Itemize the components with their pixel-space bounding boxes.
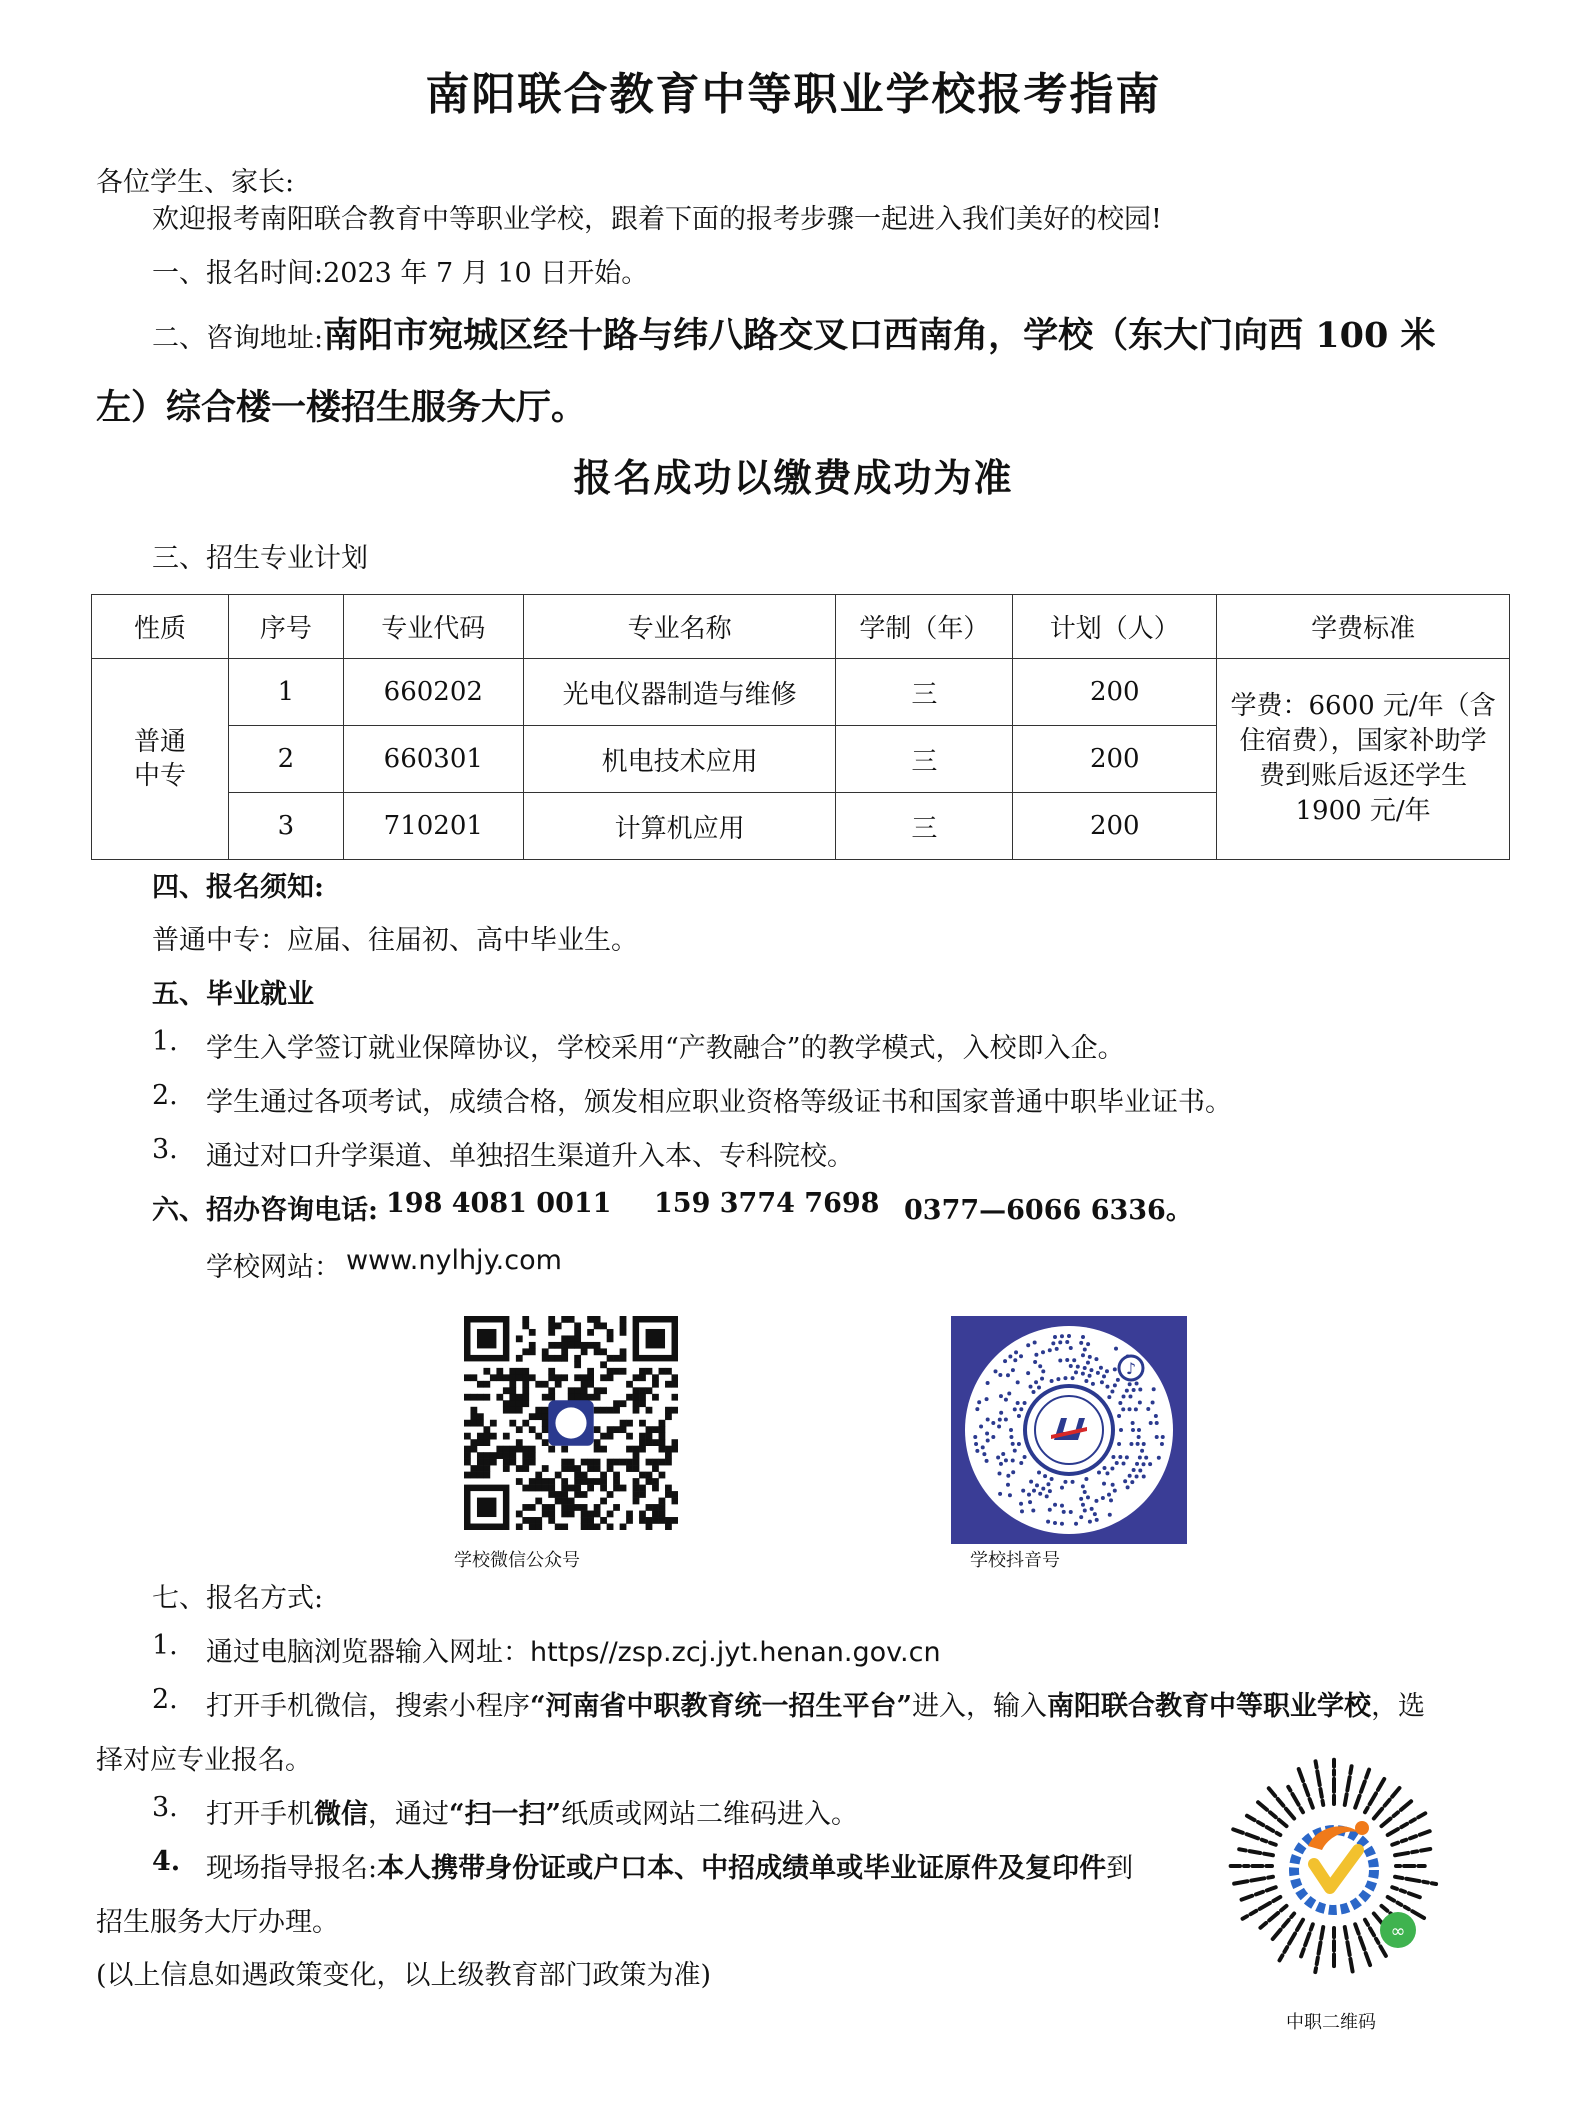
- phone-number-2[interactable]: 159 3774 7698: [654, 1188, 880, 1219]
- row-code: 660301: [343, 726, 523, 793]
- row-no: 2: [228, 726, 343, 793]
- greeting: 各位学生、家长:: [96, 167, 295, 198]
- website-link[interactable]: www.nylhjy.com: [346, 1245, 562, 1276]
- employment-item-text: 通过对口升学渠道、单独招生渠道升入本、专科院校。: [206, 1141, 854, 1172]
- section-phone-label: 六、招办咨询电话:: [152, 1195, 378, 1226]
- method-item-num: 3.: [152, 1792, 178, 1823]
- row-major: 光电仪器制造与维修: [523, 659, 836, 726]
- mini-program-qr-caption: 中职二维码: [1286, 2012, 1376, 2033]
- row-code: 710201: [343, 793, 523, 860]
- header-major: 专业名称: [523, 595, 836, 659]
- fee-cell: [1217, 659, 1510, 860]
- documents-emphasis: 本人携带身份证或户口本、中招成绩单或毕业证原件及复印件: [377, 1853, 1107, 1884]
- header-fee: 学费标准: [1217, 595, 1510, 659]
- employment-item-num: 3.: [152, 1134, 178, 1165]
- page-title: 南阳联合教育中等职业学校报考指南: [425, 69, 1162, 120]
- type-cell: [92, 659, 229, 860]
- method-item-4-c: 到: [1106, 1853, 1134, 1884]
- row-major: 机电技术应用: [523, 726, 836, 793]
- method-item-4-a: 现场指导报名:: [206, 1853, 378, 1884]
- method-item-num: 1.: [152, 1630, 178, 1661]
- qr-code-icon: [464, 1316, 678, 1530]
- method-item-3: [206, 1792, 858, 1831]
- fee-text: 学费：6600 元/年（含住宿费），国家补助学费到账后返还学生 1900 元/年: [1230, 691, 1496, 826]
- section-requirements-heading: 四、报名须知:: [152, 872, 324, 903]
- row-years: 三: [836, 793, 1013, 860]
- welcome-text: 欢迎报考南阳联合教育中等职业学校，跟着下面的报考步骤一起进入我们美好的校园!: [152, 204, 1162, 235]
- svg-text:∞: ∞: [1390, 1921, 1406, 1942]
- header-plan: 计划（人）: [1013, 595, 1217, 659]
- school-name-emphasis: 南阳联合教育中等职业学校: [1047, 1691, 1372, 1722]
- row-plan: 200: [1013, 659, 1217, 726]
- method-item-4-line2: 招生服务大厅办理。: [96, 1907, 339, 1938]
- method-item-2-e: ，选: [1371, 1691, 1426, 1722]
- section-employment-heading: 五、毕业就业: [152, 979, 314, 1010]
- mini-program-code-icon: [1222, 1754, 1446, 1978]
- header-type: 性质: [92, 595, 229, 659]
- mini-program-qr-code: [1222, 1754, 1446, 1978]
- row-years: 三: [836, 659, 1013, 726]
- douyin-qr-icon: [951, 1316, 1187, 1544]
- phone-number-1[interactable]: 198 4081 0011: [386, 1188, 612, 1219]
- section-requirements-text: 普通中专：应届、往届初、高中毕业生。: [152, 925, 638, 956]
- method-item-2: [206, 1684, 1425, 1723]
- employment-item-text: 学生通过各项考试，成绩合格，颁发相应职业资格等级证书和国家普通中职毕业证书。: [206, 1087, 1232, 1118]
- wechat-qr-caption: 学校微信公众号: [454, 1550, 580, 1571]
- method-item-4: [206, 1846, 1133, 1885]
- section-address: [152, 308, 1436, 358]
- method-item-3-c: ，通过: [368, 1799, 449, 1830]
- method-item-3-a: 打开手机: [206, 1799, 314, 1830]
- wechat-emphasis: 微信: [314, 1799, 368, 1830]
- row-no: 1: [228, 659, 343, 726]
- employment-item-num: 1.: [152, 1026, 178, 1057]
- payment-notice: 报名成功以缴费成功为准: [573, 455, 1014, 500]
- table-header-row: [92, 595, 1510, 659]
- method-item-2-a: 打开手机微信，搜索小程序: [206, 1691, 530, 1722]
- wechat-qr-code: [464, 1316, 678, 1530]
- method-item-2-c: 进入，输入: [912, 1691, 1048, 1722]
- row-no: 3: [228, 793, 343, 860]
- douyin-qr-caption: 学校抖音号: [970, 1550, 1060, 1571]
- enrollment-plan-table: [91, 594, 1510, 860]
- header-years: 学制（年）: [836, 595, 1013, 659]
- method-item-num: 4.: [152, 1846, 181, 1877]
- row-years: 三: [836, 726, 1013, 793]
- svg-text:♪: ♪: [1125, 1359, 1137, 1378]
- employment-item-num: 2.: [152, 1080, 178, 1111]
- section-registration-time: 一、报名时间:2023 年 7 月 10 日开始。: [152, 258, 649, 289]
- header-no: 序号: [228, 595, 343, 659]
- method-item-2-line2: 择对应专业报名。: [96, 1745, 312, 1776]
- header-code: 专业代码: [343, 595, 523, 659]
- employment-item-text: 学生入学签订就业保障协议，学校采用“产教融合”的教学模式，入校即入企。: [206, 1033, 1125, 1064]
- registration-url-link[interactable]: https//zsp.zcj.jyt.henan.gov.cn: [530, 1637, 941, 1668]
- phone-number-3[interactable]: 0377—6066 6336。: [904, 1195, 1193, 1226]
- section-method-heading: 七、报名方式:: [152, 1583, 324, 1614]
- method-item-1-text: 通过电脑浏览器输入网址：: [206, 1637, 530, 1668]
- method-item-3-e: 纸质或网站二维码进入。: [561, 1799, 859, 1830]
- footer-note: (以上信息如遇政策变化，以上级教育部门政策为准): [96, 1960, 712, 1991]
- section-address-label: 二、咨询地址:: [152, 323, 324, 354]
- method-item-num: 2.: [152, 1684, 178, 1715]
- row-code: 660202: [343, 659, 523, 726]
- row-plan: 200: [1013, 726, 1217, 793]
- table-row: [92, 659, 1510, 726]
- mini-program-name: “河南省中职教育统一招生平台”: [530, 1691, 913, 1722]
- row-major: 计算机应用: [523, 793, 836, 860]
- row-plan: 200: [1013, 793, 1217, 860]
- section-address-line1: 南阳市宛城区经十路与纬八路交叉口西南角，学校（东大门向西 100 米: [323, 315, 1436, 356]
- section-address-line2: 左）综合楼一楼招生服务大厅。: [96, 387, 587, 428]
- website-label: 学校网站：: [206, 1252, 341, 1283]
- type-label: 普通中专: [133, 727, 186, 791]
- method-item-1: [206, 1630, 941, 1669]
- section-plan-heading: 三、招生专业计划: [152, 543, 368, 574]
- scan-emphasis: “扫一扫”: [449, 1799, 562, 1830]
- douyin-qr-code: [951, 1316, 1187, 1544]
